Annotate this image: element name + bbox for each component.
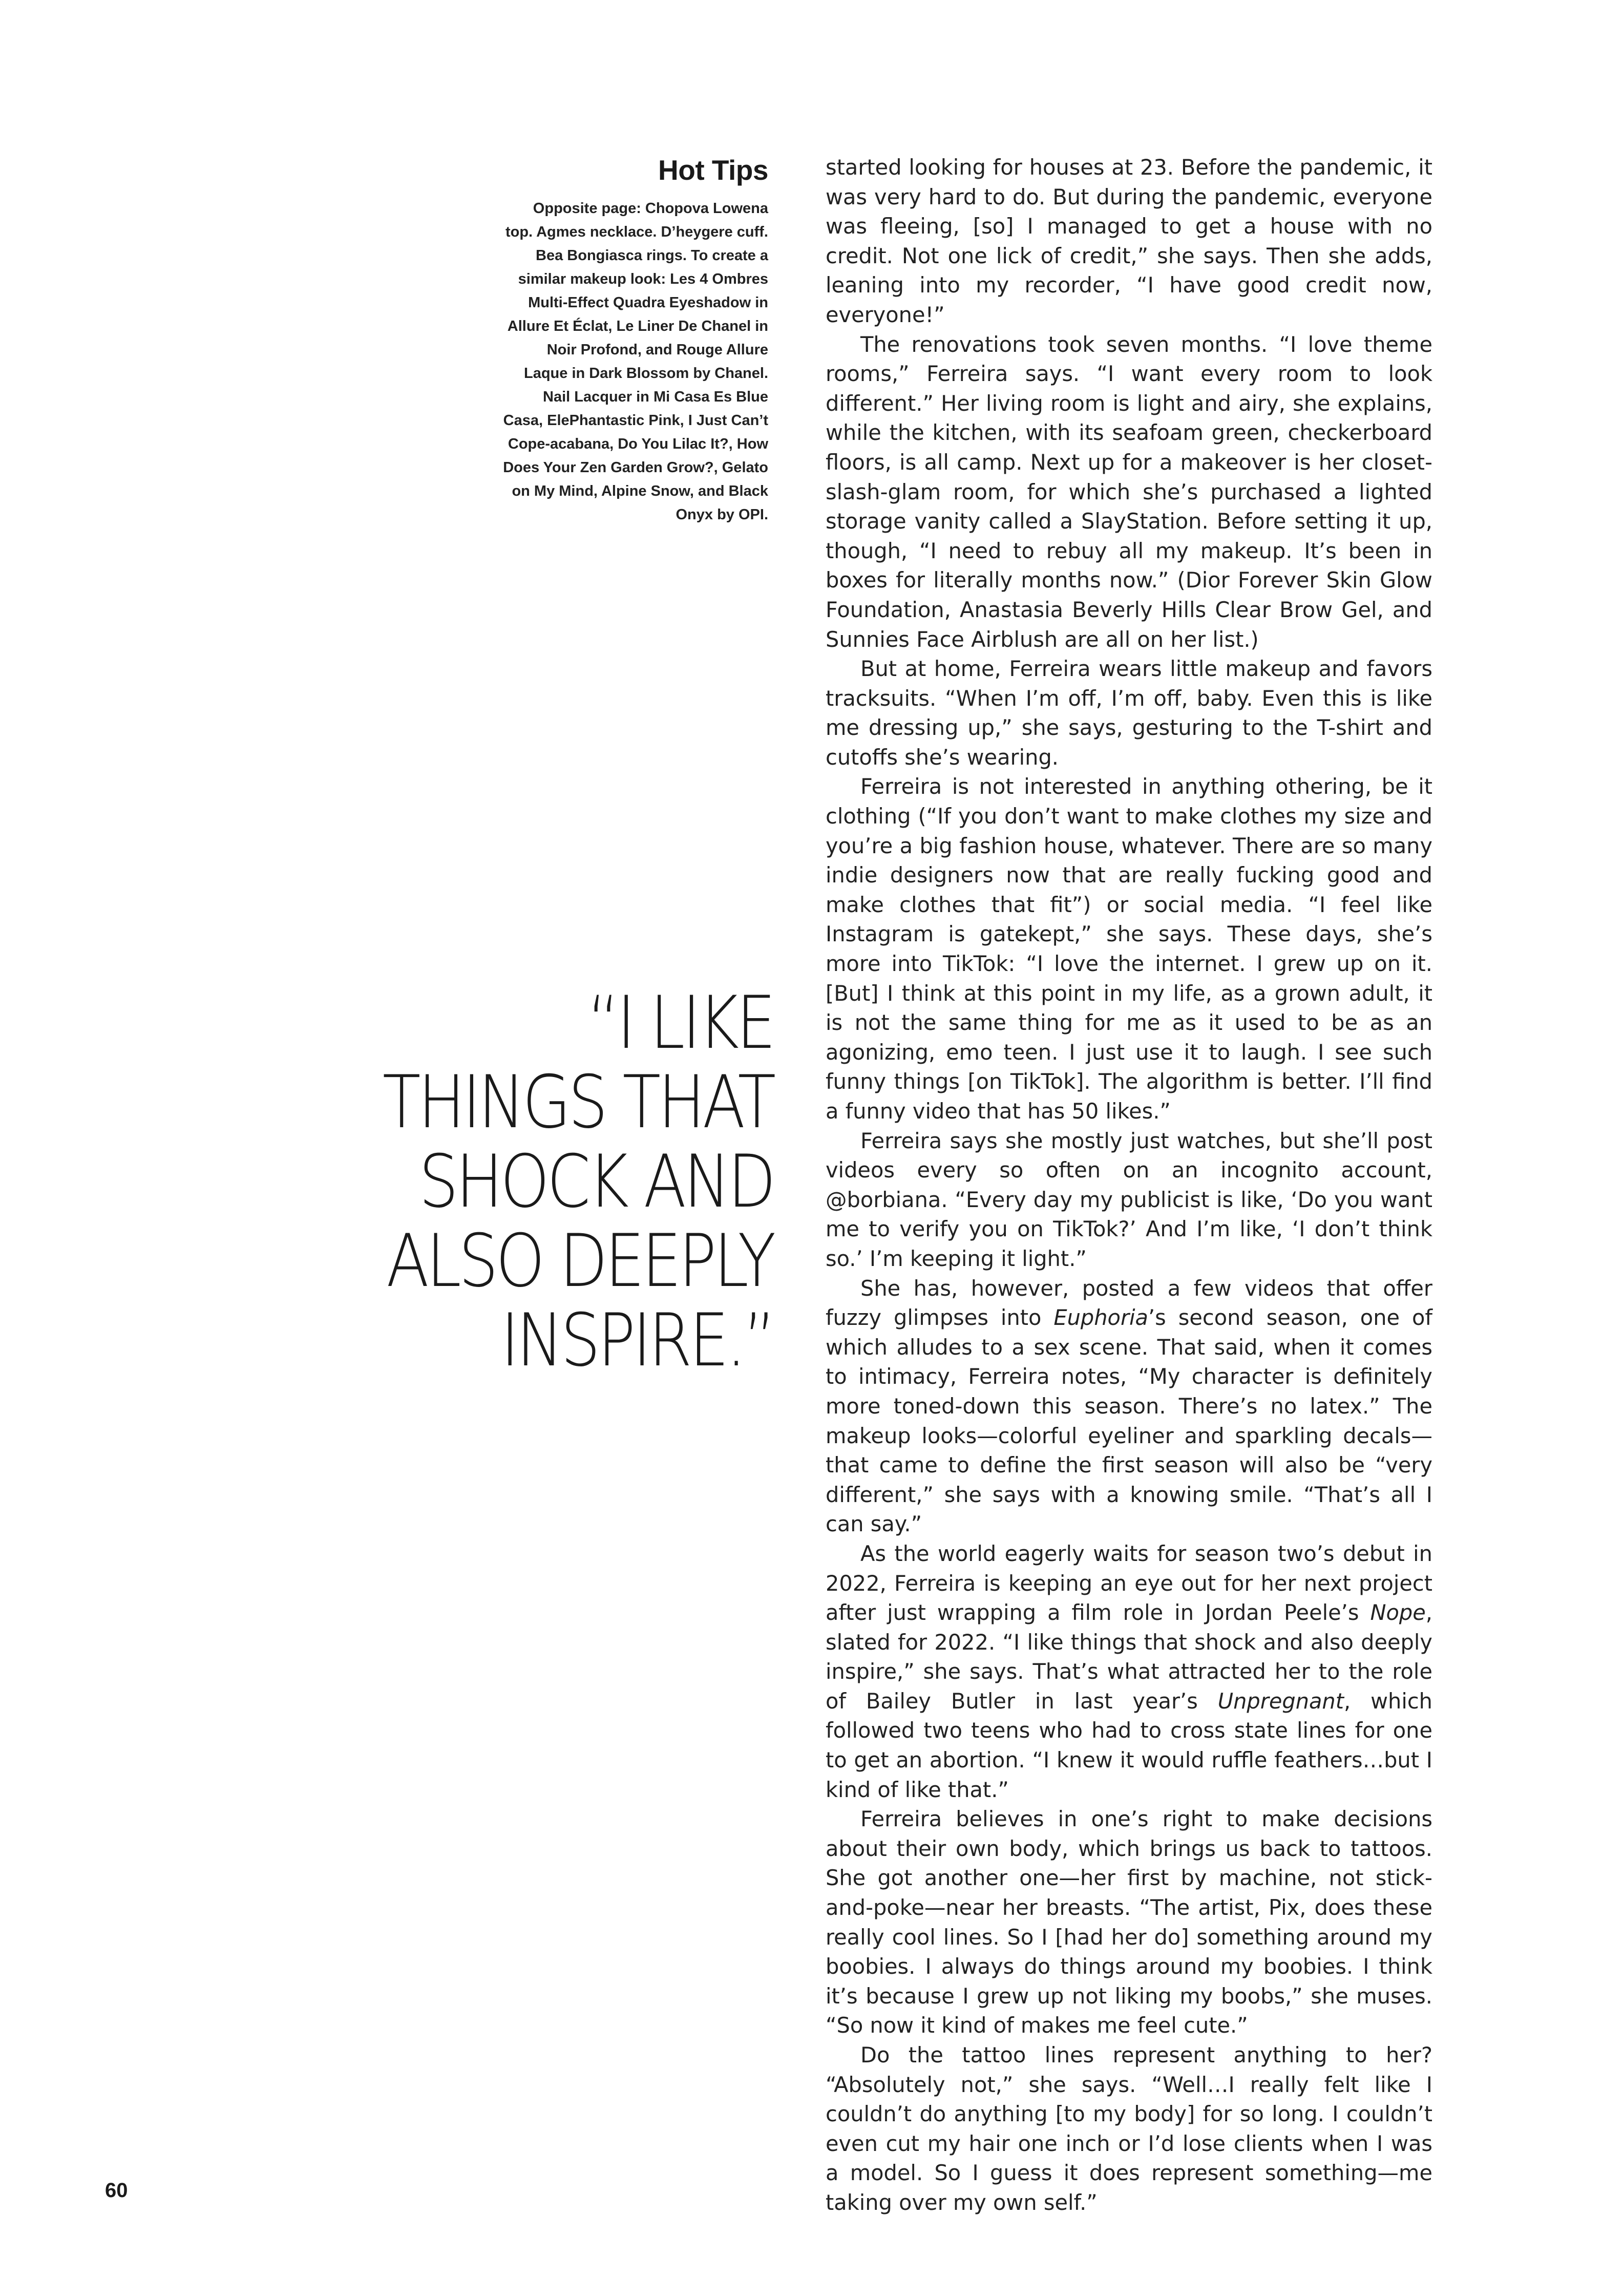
hot-tips-credits: Opposite page: Chopova Lowena top. Agmes necklace. D’heygere cuff. Bea Bongiasca rings. To create a similar makeup look: Les 4 Ombres Multi-Effect Quadra Eyeshadow in Allure Et Éclat, Le Liner De Chanel in Noir Profond, and Rouge Allure Laque in Dark Blossom by Chanel. Nail Lacquer in Mi Casa Es Blue Casa, ElePhantastic Pink, I Just Can’t Cope-acabana, Do You Lilac It?, How Does Your Zen Garden Grow?, Gelato on My Mind, Alpine Snow, and Black Onyx by OPI. [503,200,768,523]
text-run: As the world eagerly waits for season two’s debut in 2022, Ferreira is keeping an eye out for her next project after just wrapping a film role in Jordan Peele’s [826,1541,1432,1626]
article-paragraph: Do the tattoo lines represent anything to her? “Absolutely not,” she says. “Well…I really felt like I couldn’t do anything [to my body] for so long. I couldn’t even cut my hair one inch or I’d lose clients when I was a model. So I guess it does represent something—me taking over my own self.” [826,2042,1432,2215]
text-run: , slated for 2022. “I like things that shock and also deeply inspire,” she says. That’s what attracted her to the role of Bailey Butler in last year’s [826,1600,1432,1714]
film-title: Nope [1370,1600,1426,1626]
text-run: , which followed two teens who had to cross state lines for one to get an abortion. “I knew it would ruffle feathers…but I kind of like that.” [826,1688,1432,1802]
article-paragraph: Ferreira believes in one’s right to make decisions about their own body, which brings us back to tattoos. She got another one—her first by machine, not stick-and-poke—near her breasts. “The artist, Pix, does these really cool lines. So I [had her do] something around my boobies. I always do things around my boobies. I think it’s because I grew up not liking my boobs,” she muses. “So now it kind of makes me feel cute.” [826,1806,1432,2038]
pull-quote-line: THINGS THAT [382,1060,773,1145]
article-paragraph: The renovations took seven months. “I love theme rooms,” Ferreira says. “I want every room to look different.” Her living room is light and airy, she explains, while the kitchen, with its seafoam green, checkerboard floors, is all camp. Next up for a makeover is her closet-slash-glam room, for which she’s purchased a lighted storage vanity called a SlayStation. Before setting it up, though, “I need to rebuy all my makeup. It’s been in boxes for literally months now.” (Dior Forever Skin Glow Foundation, Anastasia Beverly Hills Clear Brow Gel, and Sunnies Face Airblush are all on her list.) [826,331,1432,652]
pull-quote-line: SHOCK AND [418,1140,773,1224]
article-paragraph: Ferreira is not interested in anything othering, be it clothing (“If you don’t want to make clothes my size and you’re a big fashion house, whatever. There are so many indie designers now that are really fucking good and make clothes that fit”) or social media. “I feel like Instagram is gatekept,” she says. These days, she’s more into TikTok: “I love the internet. I grew up on it. [But] I think at this point in my life, as a grown adult, it is not the same thing for me as it used to be as an agonizing, emo teen. I just use it to laugh. I see such funny things [on TikTok]. The algorithm is better. I’ll find a funny video that has 50 likes.” [826,774,1432,1124]
text-run: She has, however, posted a few videos that offer fuzzy glimpses into [826,1275,1432,1331]
hot-tips-heading: Hot Tips [658,154,768,186]
pull-quote-line: “I LIKE [587,981,773,1065]
film-title: Unpregnant [1217,1688,1344,1714]
article-paragraph [826,1539,1432,1804]
pull-quote-line: ALSO DEEPLY [386,1219,773,1303]
article-paragraph [826,1274,1432,1539]
pull-quote [320,981,773,1383]
pull-quote-line: INSPIRE.” [500,1298,773,1383]
article-paragraph: Ferreira says she mostly just watches, but she’ll post videos every so often on an incognito account, @borbiana. “Every day my publicist is like, ‘Do you want me to verify you on TikTok?’ And I’m like, ‘I don’t think so.’ I’m keeping it light.” [826,1128,1432,1271]
show-title: Euphoria [1053,1305,1148,1331]
hot-tips-sidebar [502,154,768,526]
article-paragraph: started looking for houses at 23. Before the pandemic, it was very hard to do. But during the pandemic, everyone was fleeing, [so] I managed to get a house with no credit. Not one lick of credit,” she says. Then she adds, leaning into my recorder, “I have good credit now, everyone!” [826,155,1432,327]
article-body [826,153,1432,2218]
text-run: ’s second season, one of which alludes to a sex scene. That said, when it comes to intimacy, Ferreira notes, “My character is definitely more toned-down this season. There’s no latex.” The makeup looks—colorful eyeliner and sparkling decals—that came to define the first season will also be “very different,” she says with a knowing smile. “That’s all I can say.” [826,1305,1432,1537]
page-number: 60 [105,2179,128,2202]
article-paragraph: But at home, Ferreira wears little makeup and favors tracksuits. “When I’m off, I’m off, baby. Even this is like me dressing up,” she says, gesturing to the T-shirt and cutoffs she’s wearing. [826,656,1432,770]
